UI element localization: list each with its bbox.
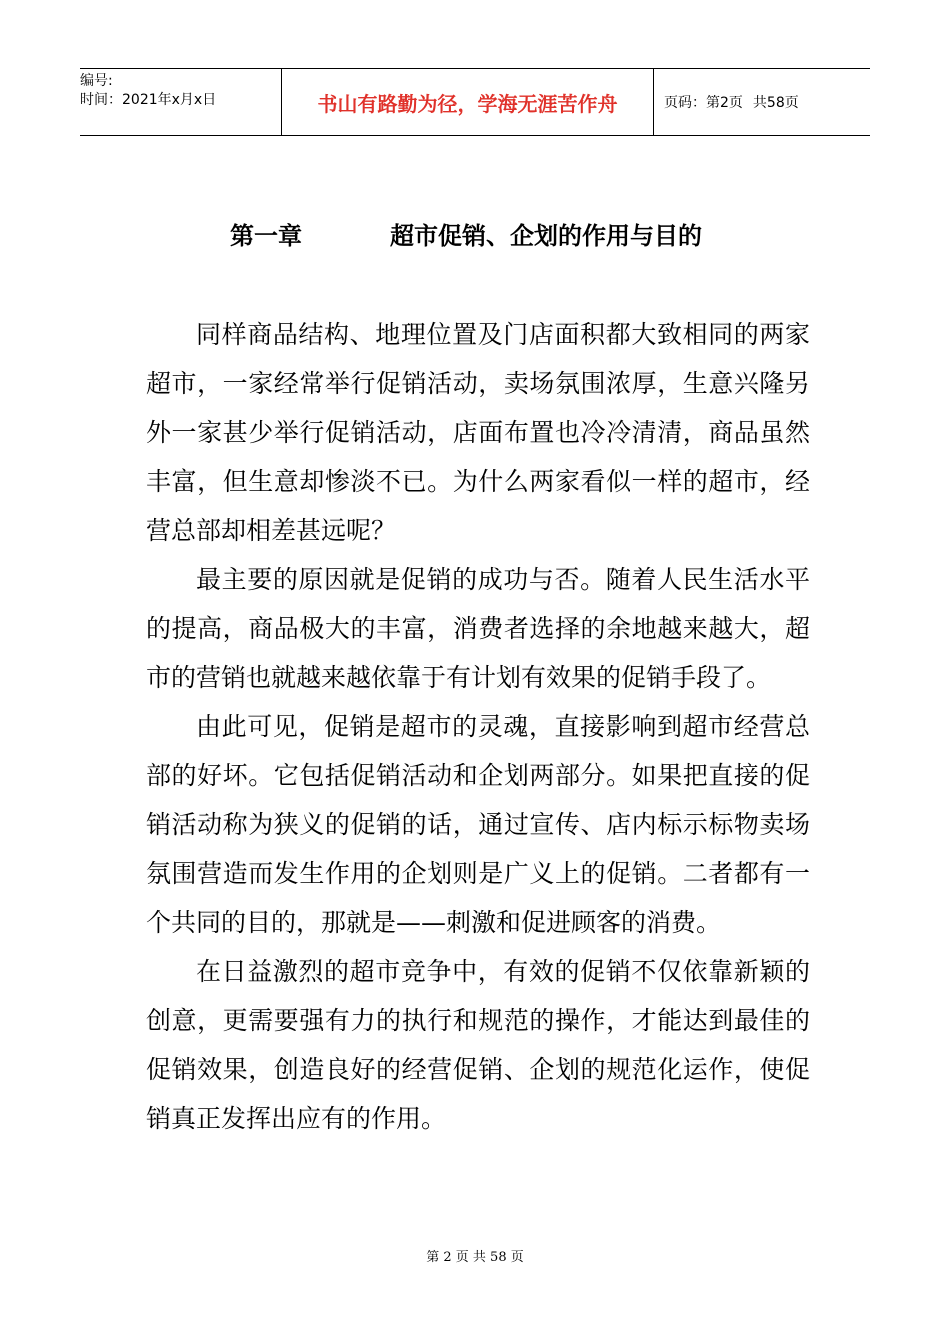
document-date-label: 时间：2021年x月x日 bbox=[80, 92, 217, 108]
chapter-number: 第一章 bbox=[230, 222, 302, 250]
body-text bbox=[146, 310, 810, 1143]
paragraph: 最主要的原因就是促销的成功与否。随着人民生活水平的提高，商品极大的丰富，消费者选择的余地越来越大，超市的营销也就越来越依靠于有计划有效果的促销手段了。 bbox=[146, 565, 810, 692]
header-page-info bbox=[654, 69, 870, 135]
paragraph: 由此可见，促销是超市的灵魂，直接影响到超市经营总部的好坏。它包括促销活动和企划两部分。如果把直接的促销活动称为狭义的促销的话，通过宣传、店内标示标物卖场氛围营造而发生作用的企划则是广义上的促销。二者都有一个共同的目的，那就是——刺激和促进顾客的消费。 bbox=[146, 712, 810, 937]
document-number-label: 编号: bbox=[80, 73, 113, 89]
chapter-title: 超市促销、企划的作用与目的 bbox=[390, 222, 702, 250]
page-header bbox=[80, 68, 870, 136]
paragraph: 同样商品结构、地理位置及门店面积都大致相同的两家超市，一家经常举行促销活动，卖场氛围浓厚，生意兴隆另外一家甚少举行促销活动，店面布置也冷冷清清，商品虽然丰富，但生意却惨淡不已。为什么两家看似一样的超市，经营总部却相差甚远呢？ bbox=[146, 320, 810, 545]
paragraph: 在日益激烈的超市竞争中，有效的促销不仅依靠新颖的创意，更需要强有力的执行和规范的操作，才能达到最佳的促销效果，创造良好的经营促销、企划的规范化运作，使促销真正发挥出应有的作用。 bbox=[146, 957, 810, 1133]
header-page-number: 页码：第2页 bbox=[664, 95, 743, 111]
header-meta bbox=[80, 69, 281, 135]
page-footer: 第 2 页 共 58 页 bbox=[426, 1250, 524, 1265]
header-page-total: 共58页 bbox=[752, 95, 799, 111]
header-motto: 书山有路勤为径，学海无涯苦作舟 bbox=[281, 69, 654, 135]
